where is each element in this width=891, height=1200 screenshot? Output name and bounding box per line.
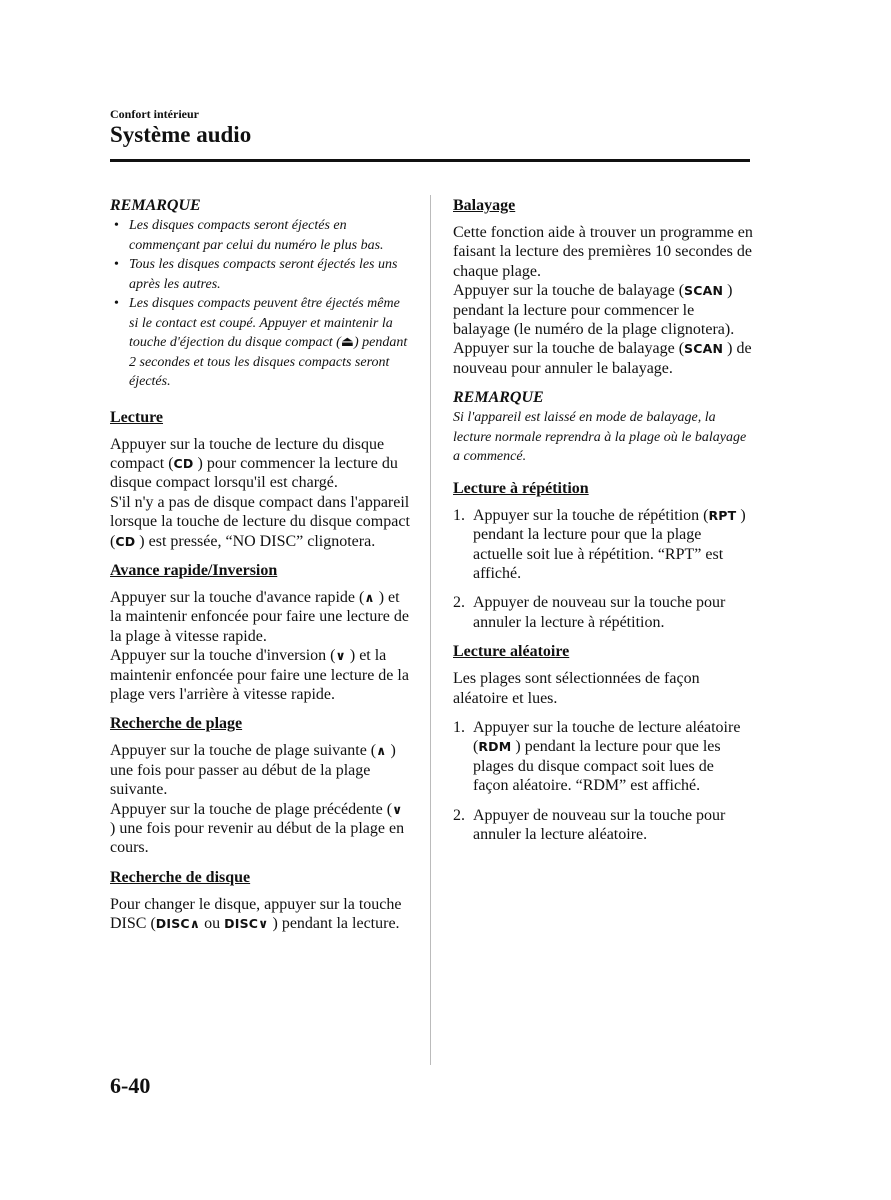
paragraph: Les plages sont sélectionnées de façon aléatoire et lues. xyxy=(453,670,700,707)
step-number: 2. xyxy=(453,594,465,612)
text: Appuyer sur la touche de lecture aléatoire ( xyxy=(473,719,741,756)
paragraph xyxy=(453,281,753,339)
note-text: Si l'appareil est laissé en mode de balayage, la lecture normale reprendra à la plage où le balayage a commencé. xyxy=(453,410,747,465)
note-text: ) pendant 2 secondes et tous les disques compacts seront éjectés. xyxy=(129,335,408,389)
section-label: Confort intérieur xyxy=(110,107,199,121)
heading-lecture: Lecture xyxy=(110,408,164,426)
paragraph xyxy=(110,646,410,704)
text: ) une fois pour passer au début de la plage suivante. xyxy=(110,742,396,799)
text: Appuyer sur la touche de plage suivante ( xyxy=(110,742,377,760)
note-text: Les disques compacts peuvent être éjectés même si le contact est coupé. Appuyer et maintenir la touche d'éjection du disque compact ( xyxy=(129,296,400,350)
up-button-label: ∧ xyxy=(364,589,375,605)
text: Appuyer sur la touche de répétition ( xyxy=(473,506,709,524)
disc-down-button-label: DISC∨ xyxy=(224,916,269,932)
heading-repetition: Lecture à répétition xyxy=(453,479,589,497)
page-number: 6-40 xyxy=(110,1073,151,1098)
note-heading: REMARQUE xyxy=(110,197,201,214)
step-number: 2. xyxy=(453,806,465,824)
step-item xyxy=(453,718,753,796)
text: S'il n'y a pas de disque compact dans l'appareil lorsque la touche de lecture du disque compact ( xyxy=(110,493,410,550)
text: Appuyer sur la touche de lecture du disque compact ( xyxy=(110,435,385,472)
text: ) de nouveau pour annuler le balayage. xyxy=(453,340,752,377)
heading-avance: Avance rapide/Inversion xyxy=(110,561,278,579)
text: ) et la maintenir enfoncée pour faire une lecture de la plage vers l'arrière à vitesse rapide. xyxy=(110,647,409,703)
text: Appuyer de nouveau sur la touche pour annuler la lecture aléatoire. xyxy=(473,806,726,844)
heading-recherche-disque: Recherche de disque xyxy=(110,868,251,886)
step-list xyxy=(453,506,753,632)
text: Appuyer de nouveau sur la touche pour annuler la lecture à répétition. xyxy=(473,594,726,631)
scan-button-label: SCAN xyxy=(684,283,724,299)
heading-recherche-plage: Recherche de plage xyxy=(110,715,243,733)
paragraph: Cette fonction aide à trouver un programme en faisant la lecture des premières 10 secondes de chaque plage. xyxy=(453,224,753,280)
right-column xyxy=(453,196,753,854)
paragraph xyxy=(110,741,410,799)
heading-balayage: Balayage xyxy=(453,197,516,214)
paragraph xyxy=(110,588,410,646)
step-number: 1. xyxy=(453,719,465,736)
eject-icon: ⏏ xyxy=(340,335,354,350)
text: Appuyer sur la touche d'inversion ( xyxy=(110,647,336,665)
text: ) une fois pour revenir au début de la plage en cours. xyxy=(110,820,405,857)
text: Appuyer sur la touche de plage précédente ( xyxy=(110,800,393,818)
text: ) et la maintenir enfoncée pour faire une lecture de la plage à vitesse rapide. xyxy=(110,588,409,645)
text: ) pendant la lecture. xyxy=(272,915,400,933)
down-button-label: ∨ xyxy=(335,648,346,664)
paragraph xyxy=(110,800,410,858)
rpt-button-label: RPT xyxy=(708,507,737,523)
disc-up-button-label: DISC∧ xyxy=(155,916,201,932)
note-item: • Tous les disques compacts seront éjectés les uns après les autres. xyxy=(110,255,410,294)
text: Pour changer le disque, appuyer sur la touche DISC ( xyxy=(110,895,402,933)
text: ) pour commencer la lecture du disque compact lorsqu'il est chargé. xyxy=(110,454,398,492)
note-item xyxy=(110,294,410,392)
paragraph xyxy=(110,493,410,551)
left-column xyxy=(110,196,410,934)
paragraph xyxy=(110,895,410,934)
step-list xyxy=(453,718,753,844)
note-list xyxy=(110,216,410,392)
text: ) pendant la lecture pour que la plage actuelle soit lue à répétition. “RPT” est affiché. xyxy=(473,506,746,582)
note-heading: REMARQUE xyxy=(453,389,544,407)
step-item xyxy=(453,506,753,584)
text: ) est pressée, “NO DISC” clignotera. xyxy=(139,532,376,550)
note-item: • Les disques compacts seront éjectés en commençant par celui du numéro le plus bas. xyxy=(110,216,410,255)
paragraph xyxy=(453,339,753,378)
text: Appuyer sur la touche de balayage ( xyxy=(453,282,685,300)
note-block xyxy=(453,388,753,467)
step-item xyxy=(453,806,753,845)
up-button-label: ∧ xyxy=(376,743,387,759)
paragraph xyxy=(110,435,410,493)
step-item xyxy=(453,593,753,632)
text: ou xyxy=(200,915,225,933)
text: ) pendant la lecture pour que les plages du disque compact soit lues de façon aléatoire. “RDM” est affiché. xyxy=(473,738,721,795)
rdm-button-label: RDM xyxy=(478,739,512,755)
scan-button-label: SCAN xyxy=(684,341,724,357)
text: Appuyer sur la touche de balayage ( xyxy=(453,340,685,358)
cd-button-label: CD xyxy=(115,533,136,549)
text: Appuyer sur la touche d'avance rapide ( xyxy=(110,588,365,606)
column-divider xyxy=(430,195,431,1065)
page-title: Système audio xyxy=(110,122,252,147)
heading-aleatoire: Lecture aléatoire xyxy=(453,643,570,661)
note-block xyxy=(110,196,410,392)
header-rule xyxy=(110,159,750,162)
step-number: 1. xyxy=(453,506,465,524)
cd-button-label: CD xyxy=(173,455,194,471)
down-button-label: ∨ xyxy=(392,801,403,817)
text: ) pendant la lecture pour commencer le balayage (le numéro de la plage clignotera). xyxy=(453,282,735,339)
